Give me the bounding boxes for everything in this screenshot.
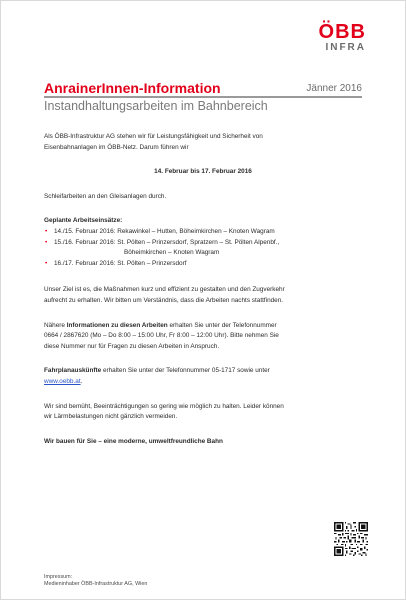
list-item: • 14./15. Februar 2016: Rekawinkel – Hutten, Böheimkirchen – Knoten Wagram: [44, 227, 362, 238]
logo-wordmark: ÖBB: [318, 21, 366, 43]
goal-line-1: Unser Ziel ist es, die Maßnahmen kurz und effizient zu gestalten und den Zugverkehr: [44, 286, 285, 294]
logo-subline: INFRA: [325, 42, 366, 53]
info-line-2: 0664 / 2867620 (Mo – Do 8:00 – 15:00 Uhr, Fr 8:00 – 12:00 Uhr). Bitte nehmen Sie: [44, 332, 279, 340]
effort-line-2: wir Lärmbelastungen nicht gänzlich vermeiden.: [44, 413, 178, 421]
oebb-infra-logo: [319, 22, 366, 54]
effort-line-1: Wir sind bemüht, Beeinträchtigungen so gering wie möglich zu halten. Leider können: [44, 402, 284, 410]
goal-line-2: aufrecht zu erhalten. Wir bitten um Verständnis, dass die Arbeiten nachts stattfinden.: [44, 296, 284, 304]
title-rule: [44, 96, 362, 98]
document-date: Jänner 2016: [306, 83, 362, 94]
document-title: AnrainerInnen-Information: [44, 80, 221, 96]
oebb-website-link[interactable]: www.oebb.at: [44, 377, 81, 385]
bullet-icon: •: [45, 238, 48, 246]
work-period: 14. Februar bis 17. Februar 2016: [154, 168, 252, 176]
document-subtitle: Instandhaltungsarbeiten im Bahnbereich: [44, 99, 268, 113]
intro-line-2: Eisenbahnanlagen im ÖBB-Netz. Darum führen wir: [44, 143, 189, 151]
info-line-3: diese Nummer nur für Fragen zu diesen Arbeiten in Anspruch.: [44, 342, 220, 350]
title-row: [44, 80, 362, 96]
list-item-continuation: Böheimkirchen – Knoten Wagram: [124, 249, 220, 257]
imprint-label: Impressum:: [44, 574, 73, 580]
list-item: • 15./16. Februar 2016: St. Pölten – Prinzersdorf, Spratzern – St. Pölten Alpenbf.,: [44, 238, 362, 249]
info-line-1: Nähere Informationen zu diesen Arbeiten erhalten Sie unter der Telefonnummer: [44, 321, 277, 329]
qr-code-icon: [334, 522, 368, 556]
timetable-link-line: www.oebb.at.: [44, 377, 83, 385]
intro-line-1: Als ÖBB-Infrastruktur AG stehen wir für Leistungsfähigkeit und Sicherheit von: [44, 133, 263, 140]
imprint-text: Medieninhaber ÖBB-Infrastruktur AG, Wien: [44, 581, 148, 588]
bullet-icon: •: [45, 227, 48, 235]
imprint: [44, 574, 147, 588]
timetable-line: Fahrplanauskünfte erhalten Sie unter der Telefonnummer 05-1717 sowie unter: [44, 367, 270, 375]
planned-heading: Geplante Arbeitseinsätze:: [44, 217, 123, 225]
list-item: • 16./17. Februar 2016: St. Pölten – Prinzersdorf: [44, 259, 362, 270]
bullet-icon: •: [45, 259, 48, 267]
document-body: [44, 132, 362, 447]
work-description: Schleifarbeiten an den Gleisanlagen durch.: [44, 192, 167, 200]
closing-slogan: Wir bauen für Sie – eine moderne, umweltfreundliche Bahn: [44, 437, 223, 445]
